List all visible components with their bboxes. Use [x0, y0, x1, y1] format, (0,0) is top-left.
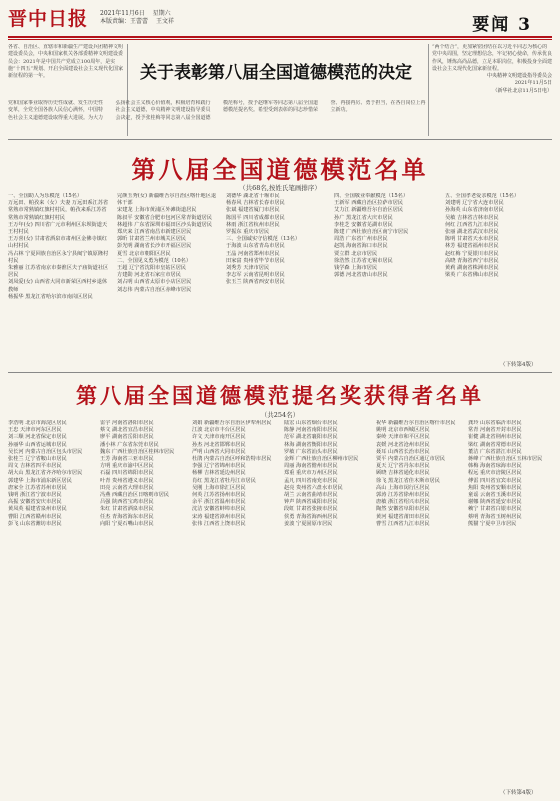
- section-divider: [8, 372, 552, 373]
- list1-subtitle: （共68名,按姓氏笔画排序）: [239, 184, 321, 192]
- list1-column: 一、全国助人为乐模范（15名） 万远田、帕孜来（女）夫妻 万远田系江苏省常熟市常熟镇红旗村村民，帕孜来系江苏省常熟市常熟镇红旗村村民 王万年(女) 四川省广元市利州区东坝街道天王村村民 王万喜(女) 甘肃省酒泉市肃州区金佛寺镇红山村村民 冯占林 宁夏回族自治区永宁县闽宁镇原隆村村民 朱雅丽 江苏省南京市秦淮区夫子庙街道社区居民 刘凤爱(女) 山西省大同市新荣区西村乡退休教师 杨振华 黑龙江省哈尔滨市南岗区居民: [8, 193, 109, 300]
- list2-title: 第八届全国道德模范提名奖获得者名单: [76, 384, 484, 408]
- article-issue-date: 2021年11月5日: [514, 80, 552, 87]
- article-source: （新华社北京11月5日电）: [492, 87, 552, 94]
- article-intro-right: [432, 44, 552, 134]
- list1-title: 第八届全国道德模范名单: [131, 156, 429, 184]
- list2-column: 雷宇 河南省洛阳市居民 蔡文 湖北省宜昌市居民 廖平 湖南省岳阳市居民 潘小林 广东省东莞市居民 魏东 广西壮族自治区桂林市居民 王芳 海南省三亚市居民 方明 重庆市渝中区居民 石磊 四川省绵阳市居民 叶青 贵州省遵义市居民 田亮 云南省大理市居民 冯燕 西藏自治区日喀则市居民 吕强 陕西省宝鸡市居民 朱红 甘肃省酒泉市居民 任杰 青海省海东市居民 向阳 宁夏石嘴山市居民: [100, 420, 175, 527]
- list2-column: 龚玲 山东省临沂市居民 常青 河南省开封市居民 崔健 湖北省荆州市居民 梁红 湖南省常德市居民 董洁 广东省湛江市居民 蒋峰 广西壮族自治区玉林市居民 韩梅 海南省琼海市居民 程远 重庆市涪陵区居民 傅雷 四川省宜宾市居民 焦阳 贵州省安顺市居民 童谣 云南省玉溪市居民 谢娜 陕西省延安市居民 赖宁 甘肃省白银市居民 蔡明 青海省玉树州居民 熊猫 宁夏中卫市居民: [468, 420, 543, 527]
- masthead-rule-thin: [8, 39, 552, 40]
- list1-body: [8, 193, 552, 365]
- list2-continued-note: （下转第4版）: [500, 790, 537, 796]
- list2-body: [8, 420, 552, 788]
- list1-column: 刘德华 湖北省十堰市民 杨春风 吉林省长春市居民 张斌 福建省厦门市居民 陈国平 四川省成都市居民 林雨 浙江省杭州市居民 罗振东 重庆市居民 三、全国诚实守信模范（13名） 于海波 山东省青岛市居民 王晶 河南省郑州市居民 田家富 贵州省毕节市居民 刘秀芳 天津市居民 李志军 云南省昆明市居民 张玉兰 陕西省西安市居民: [226, 193, 301, 286]
- list2-column: 刘娟 新疆维吾尔自治区伊犁州居民 江波 北京市丰台区居民 许文 天津市南开区居民 孙杰 河北省邯郸市居民 严明 山西省大同市居民 杜鹃 内蒙古自治区呼和浩特市居民 李强 辽宁省锦州市居民 杨柳 吉林省延边州居民 肖红 黑龙江省牡丹江市居民 吴刚 上海市徐汇区居民 何英 江苏省扬州市居民 余平 浙江省温州市居民 沈洁 安徽省蚌埠市居民 宋涛 福建省漳州市居民 张伟 江西省上饶市居民: [192, 420, 272, 527]
- article-closing-text: “两个结合”，更加紧密团结在以习近平同志为核心的党中央周围，坚定理想信念，牢记初心使命，传承优良作风，锤炼高尚品德，立足本职岗位，积极投身全面建设社会主义现代化国家新征程。: [432, 44, 552, 72]
- editor-credit: 本版责编：王蕾蕾: [100, 18, 149, 25]
- list2-column: 祝华 新疆维吾尔自治区喀什市居民 姚明 北京市西城区居民 秦岭 天津市和平区居民 袁媛 河北省沧州市居民 聂耳 山西省长治市居民 贾平 内蒙古自治区通辽市居民 夏天 辽宁省丹东市居民 顾晓 吉林省通化市居民 徐飞 黑龙江省佳木斯市居民 高山 上海市闵行区居民 郭涛 江苏省徐州市居民 唐敏 浙江省绍兴市居民 陶然 安徽省阜阳市居民 黄河 福建省莆田市居民 曹雪 江西省九江市居民: [376, 420, 456, 527]
- newspaper-logo: 晋中日报: [8, 8, 89, 30]
- section-label: 要闻 3: [472, 15, 532, 35]
- list1-continued-note: （下转第4版）: [500, 362, 537, 368]
- list1-column: 完颜玉秀(女) 新疆维吾尔自治区喀什地区退休干部 宋建龙 上海市黄浦区外滩街道居民 陈叔平 安徽省合肥市包河区常青街道居民 林超伟 广东省深圳市福田区沙头街道居民 郑庆来 江西省南昌市新建区居民 郭昕 甘肃省兰州市城关区居民 彭光明 湖南省长沙市开福区居民 夏雪 北京市朝阳区居民 二、全国见义勇为模范（10名） 王超 辽宁省沈阳市皇姑区居民 方建勋 河北省石家庄市居民 刘占明 山西省太原市小店区居民 刘志伟 内蒙古自治区赤峰市居民: [117, 193, 217, 293]
- masthead-meta: [100, 10, 180, 26]
- list2-subtitle: （共254名）: [260, 411, 300, 419]
- masthead-rule: [8, 36, 552, 38]
- masthead: [8, 4, 552, 38]
- section-divider: [8, 139, 552, 140]
- article-intro-left: 各省、自治区、直辖市和新疆生产建设兵团精神文明建设委员会，中央和国家机关各部委精神文明建设委员会：2021年是中国共产党成立100周年，是实施“十四五”规划、开启全面建设社会主义现代化国家新征程的第一年。: [8, 44, 124, 80]
- list2-column: 陆宏 山东省烟台市居民 陈静 河南省南阳市居民 范军 湖北省襄阳市居民 林海 湖南省衡阳市居民 罗敏 广东省汕头市居民 金辉 广西壮族自治区柳州市居民 周丽 海南省儋州市居民 郑重 重庆市万州区居民 孟凡 四川省南充市居民 赵亮 贵州省六盘水市居民 胡兰 云南省曲靖市居民 钟声 陕西省咸阳市居民 段虹 甘肃省张掖市居民 侯勇 青海省海西州居民 姜波 宁夏固原市居民: [284, 420, 359, 527]
- designer-credit: 王文祥: [155, 18, 174, 25]
- list2-column: 李浩明 北京市海淀区居民 王忠 天津市河东区居民 刘三顺 河北省保定市居民 孙丽华 山西省运城市居民 吴长河 内蒙古自治区包头市居民 张桂兰 辽宁省鞍山市居民 周文 吉林省四平市居民 胡大山 黑龙江省齐齐哈尔市居民 郭建华 上海市浦东新区居民 唐家全 江苏省苏州市居民 钱明 浙江省宁波市居民 高振 安徽省安庆市居民 黄凤英 福建省泉州市居民 曹阳 江西省赣州市居民 彭飞 山东省潍坊市居民: [8, 420, 83, 527]
- article-body: 党和国家事业取得历史性成就、发生历史性变革，全党全国各族人民信心满怀，中国特色社会主义道德建设取得重大进展。为大力弘扬社会主义核心价值观，积极培育和践行社会主义道德，中央精神文明建设指导委员会决定，授予张桂梅等同志第八届全国道德模范称号，授予赵继军等同志第八届全国道德模范提名奖。希望受到表彰的同志珍惜荣誉、再接再厉、勇于担当，在各自岗位上再立新功。: [8, 100, 426, 121]
- article-issuer: 中央精神文明建设指导委员会: [486, 73, 552, 80]
- list1-column: 四、全国敬业奉献模范（15名） 王新军 西藏自治区拉萨市居民 艾力江 新疆维吾尔自治区居民 孙广 黑龙江省大庆市居民 李桂芝 安徽省芜湖市居民 陈建 广西壮族自治区南宁市居民 周浩 广东省广州市居民 赵凯 海南省海口市居民 贾立群 北京市居民 徐浩然 江苏省无锡市居民 钱学森 上海市居民 郭德 河北省唐山市居民: [334, 193, 409, 279]
- list1-column: 五、全国孝老爱亲模范（15名） 刘建明 辽宁省大连市居民 孙海英 山东省济南市居民 吴敏 吉林省吉林市居民 何红 江西省九江市居民 张丽 湖北省武汉市居民 陈明 甘肃省天水市居民 林芳 福建省福州市居民 赵红梅 宁夏银川市居民 高晓 青海省西宁市居民 黄莉 湖南省株洲市居民 梁英 广东省佛山市居民: [445, 193, 520, 279]
- article-headline: 关于表彰第八届全国道德模范的决定: [140, 63, 412, 83]
- issue-weekday: 星期六: [152, 10, 171, 17]
- issue-date: 2021年11月6日: [100, 10, 145, 17]
